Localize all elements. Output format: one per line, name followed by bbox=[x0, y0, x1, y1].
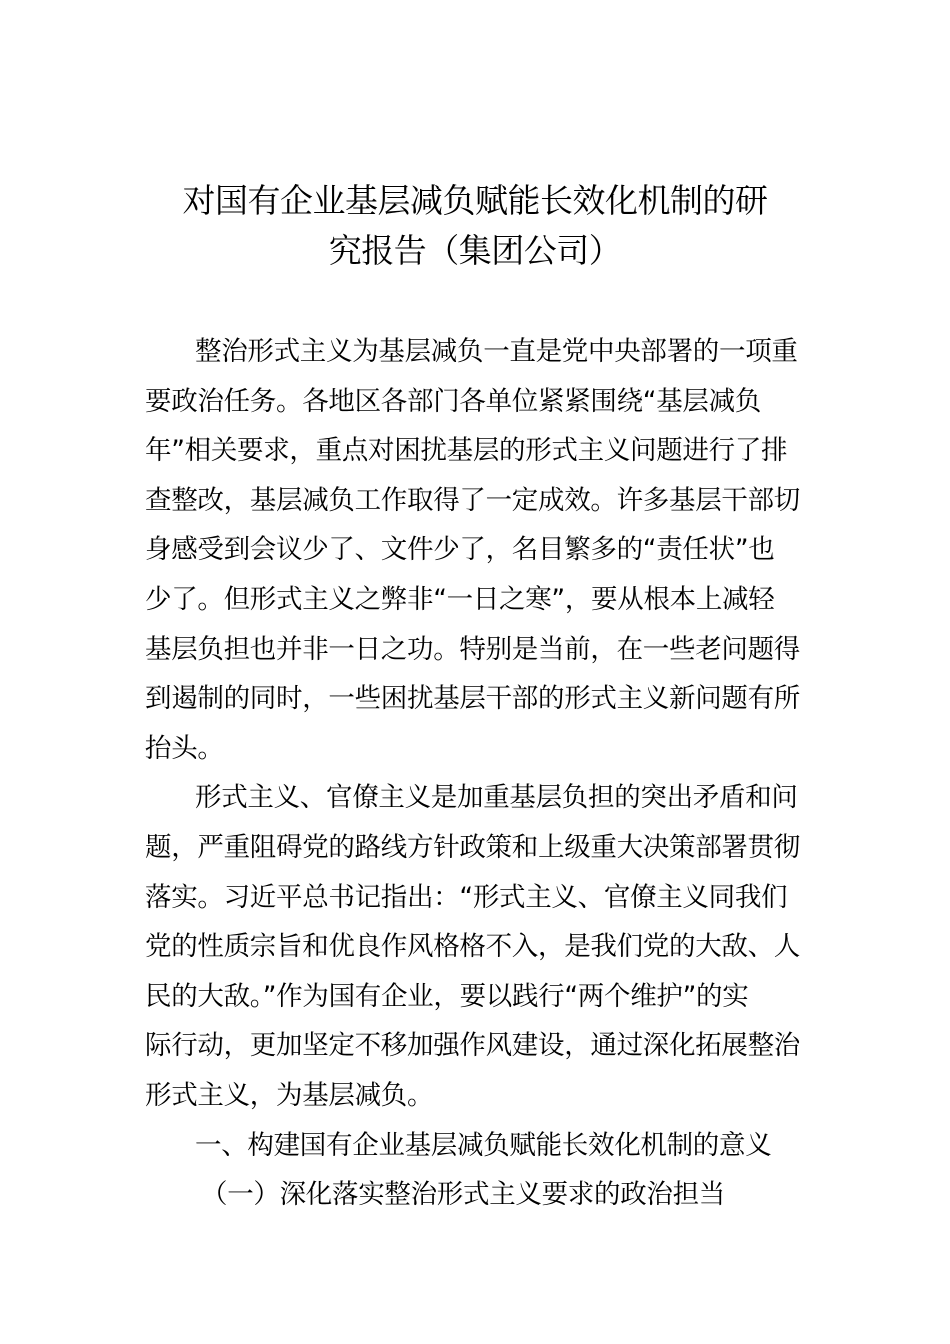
text-line: 际行动，更加坚定不移加强作风建设，通过深化拓展整治 bbox=[145, 1030, 800, 1062]
section-heading-text: 一、构建国有企业基层减负赋能长效化机制的意义 bbox=[195, 1129, 772, 1161]
text-line: 民的大敌。”作为国有企业，要以践行“两个维护”的实 bbox=[145, 980, 749, 1012]
document-title bbox=[145, 176, 805, 276]
document-body bbox=[145, 327, 810, 1220]
text-line: 年”相关要求，重点对困扰基层的形式主义问题进行了排 bbox=[145, 435, 788, 467]
text-line: 整治形式主义为基层减负一直是党中央部署的一项重 bbox=[195, 336, 798, 367]
text-line: 党的性质宗旨和优良作风格格不入，是我们党的大敌、人 bbox=[145, 931, 800, 963]
text-line: 要政治任务。各地区各部门各单位紧紧围绕“基层减负 bbox=[145, 385, 762, 417]
title-line: 对国有企业基层减负赋能长效化机制的研 bbox=[182, 181, 768, 220]
text-line: 题，严重阻碍党的路线方针政策和上级重大决策部署贯彻 bbox=[145, 831, 800, 863]
text-line: 查整改，基层减负工作取得了一定成效。许多基层干部切 bbox=[145, 484, 800, 516]
text-line: 形式主义，为基层减负。 bbox=[145, 1079, 434, 1111]
section-heading bbox=[145, 1121, 810, 1171]
subsection-heading bbox=[145, 1170, 810, 1220]
paragraph-2 bbox=[145, 773, 810, 1120]
text-line: 形式主义、官僚主义是加重基层负担的突出矛盾和问 bbox=[195, 782, 798, 814]
paragraph-1 bbox=[145, 327, 810, 773]
text-line: 少了。但形式主义之弊非“一日之寒”，要从根本上减轻 bbox=[145, 583, 775, 615]
text-line: 基层负担也并非一日之功。特别是当前，在一些老问题得 bbox=[145, 633, 800, 665]
subsection-heading-text: （一）深化落实整治形式主义要求的政治担当 bbox=[201, 1179, 725, 1211]
text-line: 到遏制的同时，一些困扰基层干部的形式主义新问题有所 bbox=[145, 683, 800, 715]
text-line: 身感受到会议少了、文件少了，名目繁多的“责任状”也 bbox=[145, 534, 775, 566]
text-line: 抬头。 bbox=[145, 732, 224, 764]
title-line: 究报告（集团公司） bbox=[328, 231, 622, 270]
text-line: 落实。习近平总书记指出：“形式主义、官僚主义同我们 bbox=[145, 881, 788, 913]
